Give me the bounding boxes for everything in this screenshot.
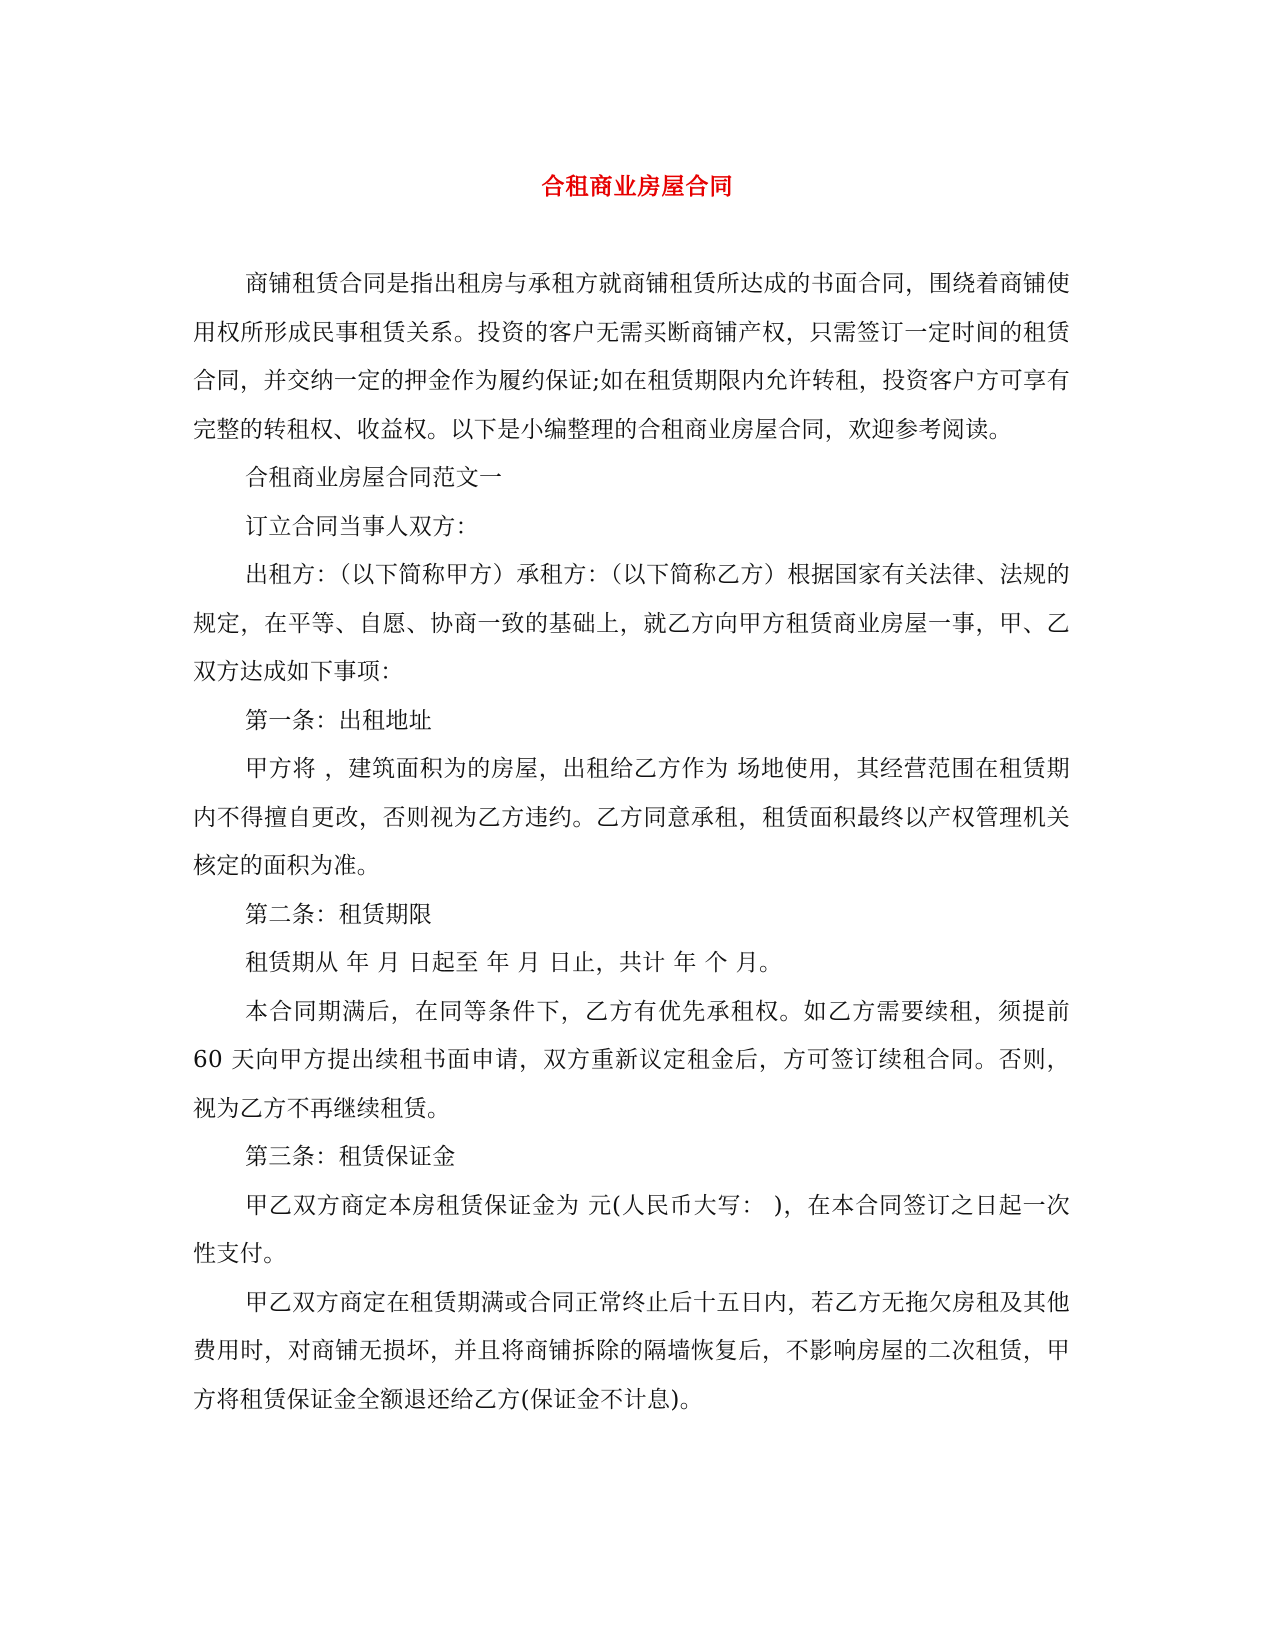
parties-paragraph: 出租方：（以下简称甲方）承租方：（以下简称乙方）根据国家有关法律、法规的规定，在平等、自愿、协商一致的基础上，就乙方向甲方租赁商业房屋一事，甲、乙双方达成如下事项： — [193, 562, 1070, 685]
parties-heading: 订立合同当事人双方： — [245, 513, 479, 540]
sample-heading: 合租商业房屋合同范文一 — [245, 465, 503, 491]
article-1-heading: 第一条：出租地址 — [245, 707, 433, 734]
document-body — [193, 260, 1070, 1424]
article-1-paragraph: 甲方将 ，建筑面积为的房屋，出租给乙方作为 场地使用，其经营范围在租赁期内不得擅自更改，否则视为乙方违约。乙方同意承租，租赁面积最终以产权管理机关核定的面积为准。 — [193, 756, 1070, 879]
intro-paragraph: 商铺租赁合同是指出租房与承租方就商铺租赁所达成的书面合同，围绕着商铺使用权所形成民事租赁关系。投资的客户无需买断商铺产权，只需签订一定时间的租赁合同，并交纳一定的押金作为履约保证;如在租赁期限内允许转租，投资客户方可享有完整的转租权、收益权。以下是小编整理的合租商业房屋合同，欢迎参考阅读。 — [193, 271, 1070, 443]
document-title: 合租商业房屋合同 — [541, 173, 734, 200]
article-2-renewal-paragraph: 本合同期满后，在同等条件下，乙方有优先承租权。如乙方需要续租，须提前 60 天向甲方提出续租书面申请，双方重新议定租金后，方可签订续租合同。否则，视为乙方不再继续租赁。 — [193, 998, 1070, 1122]
article-2-heading: 第二条：租赁期限 — [245, 901, 433, 928]
article-3-deposit-paragraph: 甲乙双方商定本房租赁保证金为 元(人民币大写： )，在本合同签订之日起一次性支付。 — [193, 1192, 1070, 1267]
article-3-refund-paragraph: 甲乙双方商定在租赁期满或合同正常终止后十五日内，若乙方无拖欠房租及其他费用时，对商铺无损坏，并且将商铺拆除的隔墙恢复后，不影响房屋的二次租赁，甲方将租赁保证金全额退还给乙方(保证金不计息)。 — [193, 1289, 1070, 1413]
article-3-heading: 第三条：租赁保证金 — [245, 1144, 456, 1170]
article-2-term-paragraph: 租赁期从 年 月 日起至 年 月 日止，共计 年 个 月。 — [245, 950, 783, 976]
